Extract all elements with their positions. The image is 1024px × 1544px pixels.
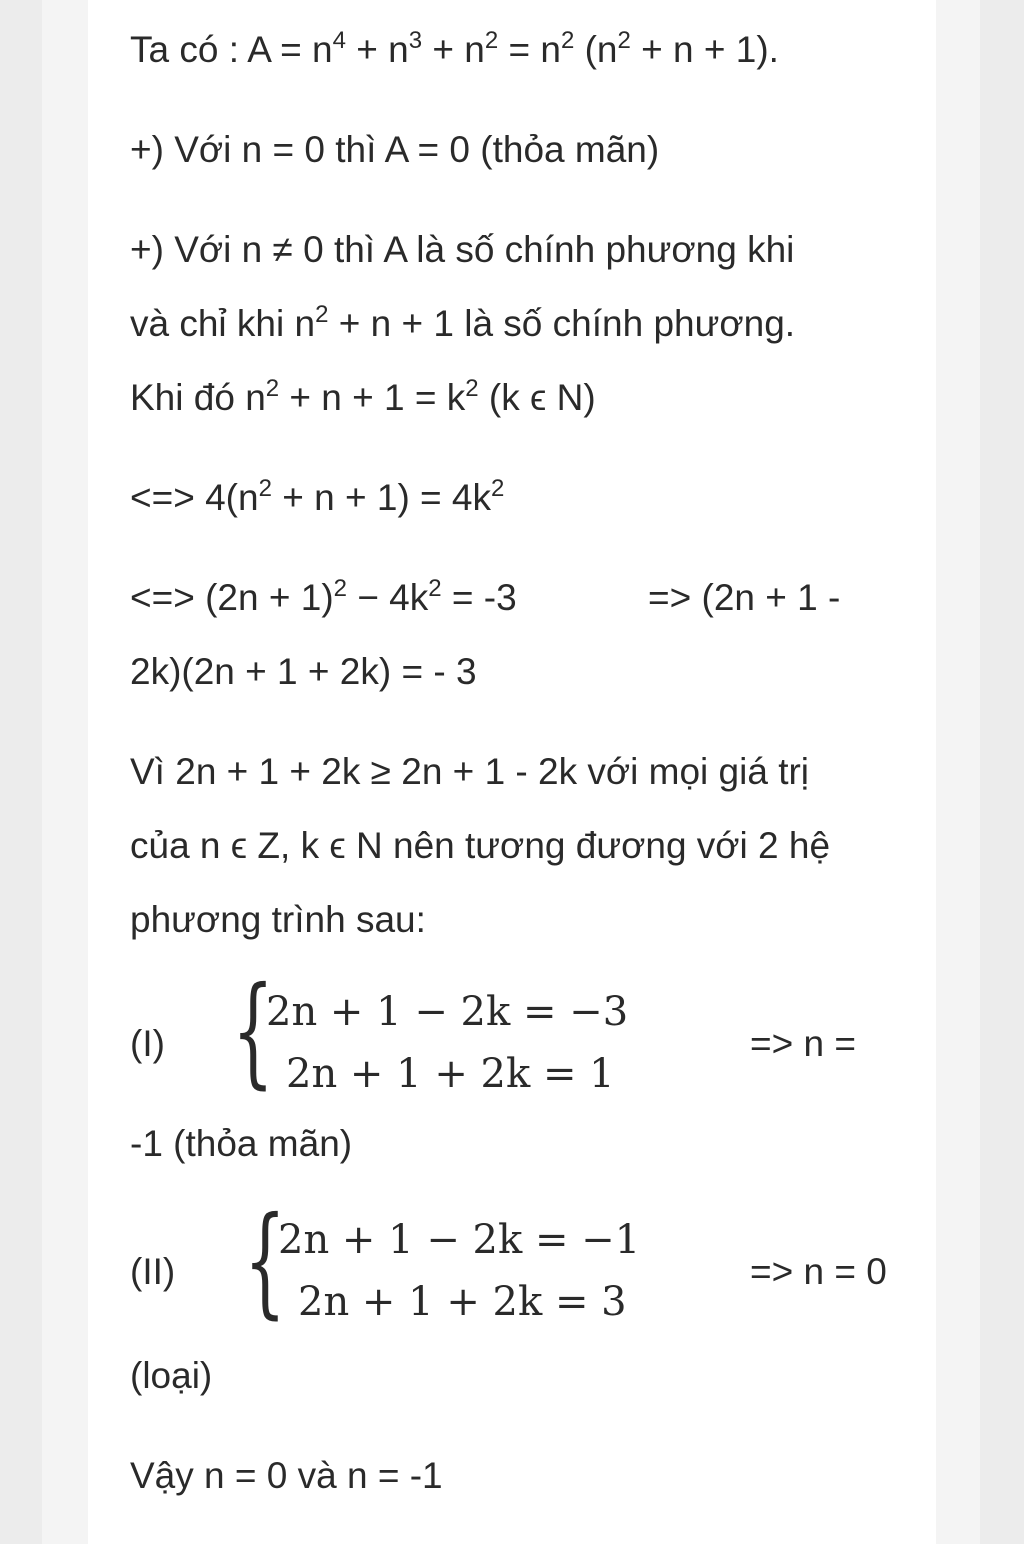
line-result-1: -1 (thỏa mãn) [130, 1123, 353, 1164]
line-equivalent: của n ϵ Z, k ϵ N nên tương đương với 2 hệ [130, 825, 831, 866]
system-2-brace: { [244, 1192, 286, 1331]
system-2-equation-2: 2n + 1 + 2k = 3 [298, 1279, 627, 1325]
line-factor-start: => (2n + 1 - [648, 577, 841, 618]
system-1-label: (I) [130, 1023, 165, 1064]
line-conclusion: Vậy n = 0 và n = -1 [130, 1455, 443, 1496]
line-because: Vì 2n + 1 + 2k ≥ 2n + 1 - 2k với mọi giá trị [130, 751, 810, 792]
line-expression: Ta có : $A = n^4 + n^3 + n^2 = n^2$ $(n^2 + n + 1)$. [130, 27, 779, 70]
line-case-nonzero: +) Với n ≠ 0 thì A là số chính phương khi [130, 229, 795, 270]
line-factor-end: 2k)(2n + 1 + 2k) = - 3 [130, 651, 477, 692]
line-rejected: (loại) [130, 1355, 213, 1396]
line-multiply-four: <=> $4(n^2 + n + 1) = 4k^2$ [130, 475, 505, 518]
system-1-result: => n = [750, 1023, 856, 1064]
system-1-brace: { [232, 962, 274, 1101]
line-k-square: Khi đó $n^2 + n + 1 = k^2$ (k ϵ N) [130, 375, 596, 418]
line-case-zero: +) Với n = 0 thì A = 0 (thỏa mãn) [130, 129, 660, 170]
system-2-result: => n = 0 [750, 1251, 887, 1292]
system-2-equation-1: 2n + 1 − 2k = −1 [278, 1217, 641, 1263]
system-1-equation-1: 2n + 1 − 2k = −3 [266, 989, 629, 1035]
system-1-equation-2: 2n + 1 + 2k = 1 [286, 1051, 615, 1097]
line-difference: <=> $(2n + 1)^2 - 4k^2 = -3$ [130, 575, 517, 618]
system-2-label: (II) [130, 1251, 176, 1292]
line-condition: và chỉ khi $n^2 + n + 1$ là số chính phương. [130, 301, 796, 344]
line-systems-intro: phương trình sau: [130, 899, 426, 940]
